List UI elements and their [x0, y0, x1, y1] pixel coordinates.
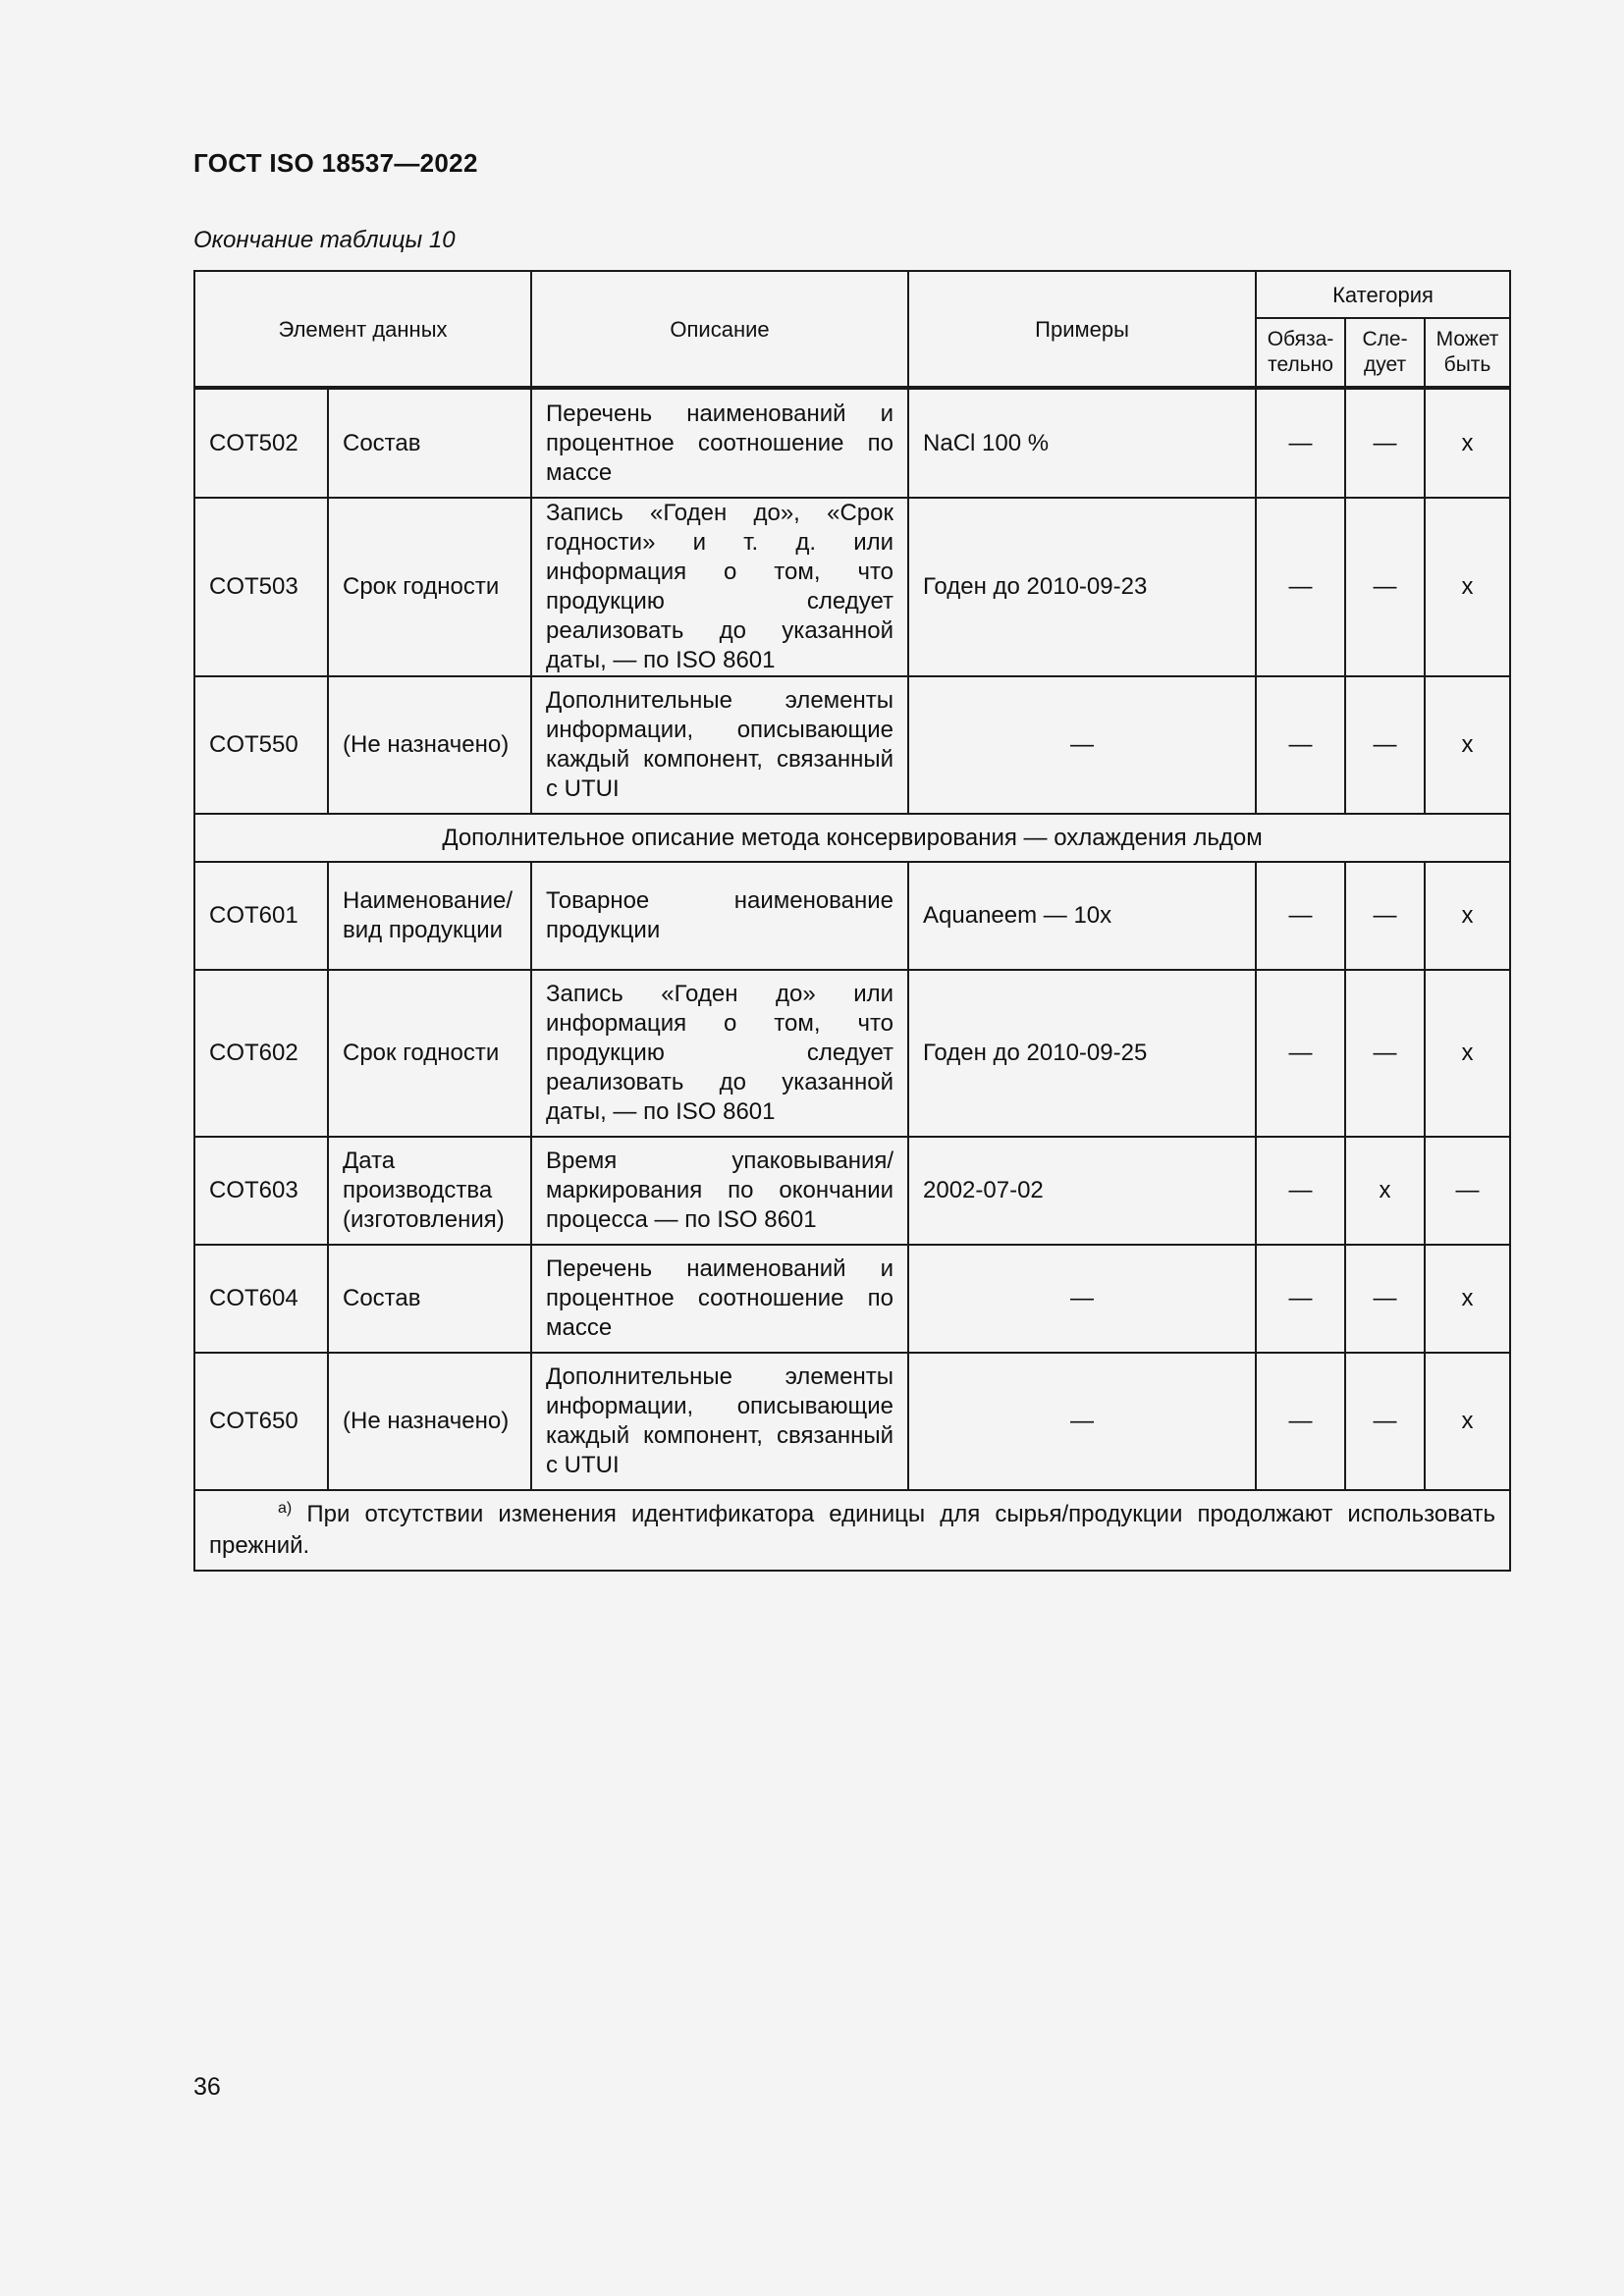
category-mandatory: —: [1256, 1137, 1345, 1245]
category-should: —: [1345, 388, 1425, 498]
category-should: —: [1345, 1245, 1425, 1353]
category-mandatory: —: [1256, 970, 1345, 1137]
table-row: [194, 862, 1510, 970]
table-row: [194, 970, 1510, 1137]
element-code: COT602: [194, 970, 328, 1137]
document-header: ГОСТ ISO 18537—2022: [193, 148, 478, 178]
header-mandatory: Обяза- тельно: [1256, 318, 1345, 388]
header-data-element: Элемент данных: [194, 271, 531, 388]
element-description: Товарное наименование продукции: [531, 862, 908, 970]
element-name: Состав: [328, 1245, 531, 1353]
table-row: [194, 1245, 1510, 1353]
element-example: 2002-07-02: [908, 1137, 1256, 1245]
element-code: COT604: [194, 1245, 328, 1353]
element-example: —: [908, 1245, 1256, 1353]
page-number: 36: [193, 2073, 221, 2101]
element-name: (Не назначено): [328, 1353, 531, 1490]
element-description: Запись «Годен до» или информация о том, что продукцию следует реализовать до указанной даты, — по ISO 8601: [531, 970, 908, 1137]
category-may: —: [1425, 1137, 1510, 1245]
table-row: [194, 388, 1510, 498]
category-may: x: [1425, 498, 1510, 676]
header-description: Описание: [531, 271, 908, 388]
category-should: —: [1345, 862, 1425, 970]
header-category: Категория: [1256, 271, 1510, 318]
element-name: Срок годности: [328, 498, 531, 676]
element-code: COT502: [194, 388, 328, 498]
element-code: COT650: [194, 1353, 328, 1490]
category-should: —: [1345, 970, 1425, 1137]
category-mandatory: —: [1256, 862, 1345, 970]
table-row: [194, 498, 1510, 676]
footnote-mark: a): [278, 1500, 293, 1517]
category-may: x: [1425, 388, 1510, 498]
category-should: x: [1345, 1137, 1425, 1245]
element-description: Перечень наименований и процентное соотношение по массе: [531, 388, 908, 498]
table-row: [194, 1137, 1510, 1245]
element-code: COT550: [194, 676, 328, 814]
element-name: Дата производства (изготовления): [328, 1137, 531, 1245]
table-row: [194, 1353, 1510, 1490]
category-should: —: [1345, 498, 1425, 676]
element-description: Запись «Годен до», «Срок годности» и т. д. или информация о том, что продукцию следует реализовать до указанной даты, — по ISO 8601: [531, 498, 908, 676]
section-row: [194, 814, 1510, 862]
element-example: NaCl 100 %: [908, 388, 1256, 498]
category-mandatory: —: [1256, 1245, 1345, 1353]
footnote-row: [194, 1490, 1510, 1571]
element-description: Перечень наименований и процентное соотношение по массе: [531, 1245, 908, 1353]
element-name: (Не назначено): [328, 676, 531, 814]
footnote-text: При отсутствии изменения идентификатора единицы для сырья/продукции продолжают использовать прежний.: [209, 1501, 1496, 1559]
category-should: —: [1345, 1353, 1425, 1490]
element-example: Годен до 2010-09-23: [908, 498, 1256, 676]
category-mandatory: —: [1256, 388, 1345, 498]
element-code: COT603: [194, 1137, 328, 1245]
category-may: x: [1425, 1353, 1510, 1490]
element-description: Дополнительные элементы информации, описывающие каждый компонент, связанный с UTUI: [531, 676, 908, 814]
element-example: —: [908, 676, 1256, 814]
footnote: [194, 1490, 1510, 1571]
category-mandatory: —: [1256, 498, 1345, 676]
element-name: Срок годности: [328, 970, 531, 1137]
category-mandatory: —: [1256, 676, 1345, 814]
category-should: —: [1345, 676, 1425, 814]
category-mandatory: —: [1256, 1353, 1345, 1490]
element-example: —: [908, 1353, 1256, 1490]
element-example: Годен до 2010-09-25: [908, 970, 1256, 1137]
element-example: Aquaneem — 10x: [908, 862, 1256, 970]
category-may: x: [1425, 1245, 1510, 1353]
header-may: Может быть: [1425, 318, 1510, 388]
element-description: Время упаковывания/маркирования по окончании процесса — по ISO 8601: [531, 1137, 908, 1245]
table-row: [194, 676, 1510, 814]
header-should: Сле- дует: [1345, 318, 1425, 388]
data-elements-table: [193, 270, 1511, 1572]
header-examples: Примеры: [908, 271, 1256, 388]
element-code: COT601: [194, 862, 328, 970]
category-may: x: [1425, 676, 1510, 814]
element-name: Состав: [328, 388, 531, 498]
element-description: Дополнительные элементы информации, описывающие каждый компонент, связанный с UTUI: [531, 1353, 908, 1490]
category-may: x: [1425, 970, 1510, 1137]
element-code: COT503: [194, 498, 328, 676]
table-caption: Окончание таблицы 10: [193, 227, 456, 253]
category-may: x: [1425, 862, 1510, 970]
section-title: Дополнительное описание метода консервирования — охлаждения льдом: [194, 814, 1510, 862]
element-name: Наименование/вид продукции: [328, 862, 531, 970]
